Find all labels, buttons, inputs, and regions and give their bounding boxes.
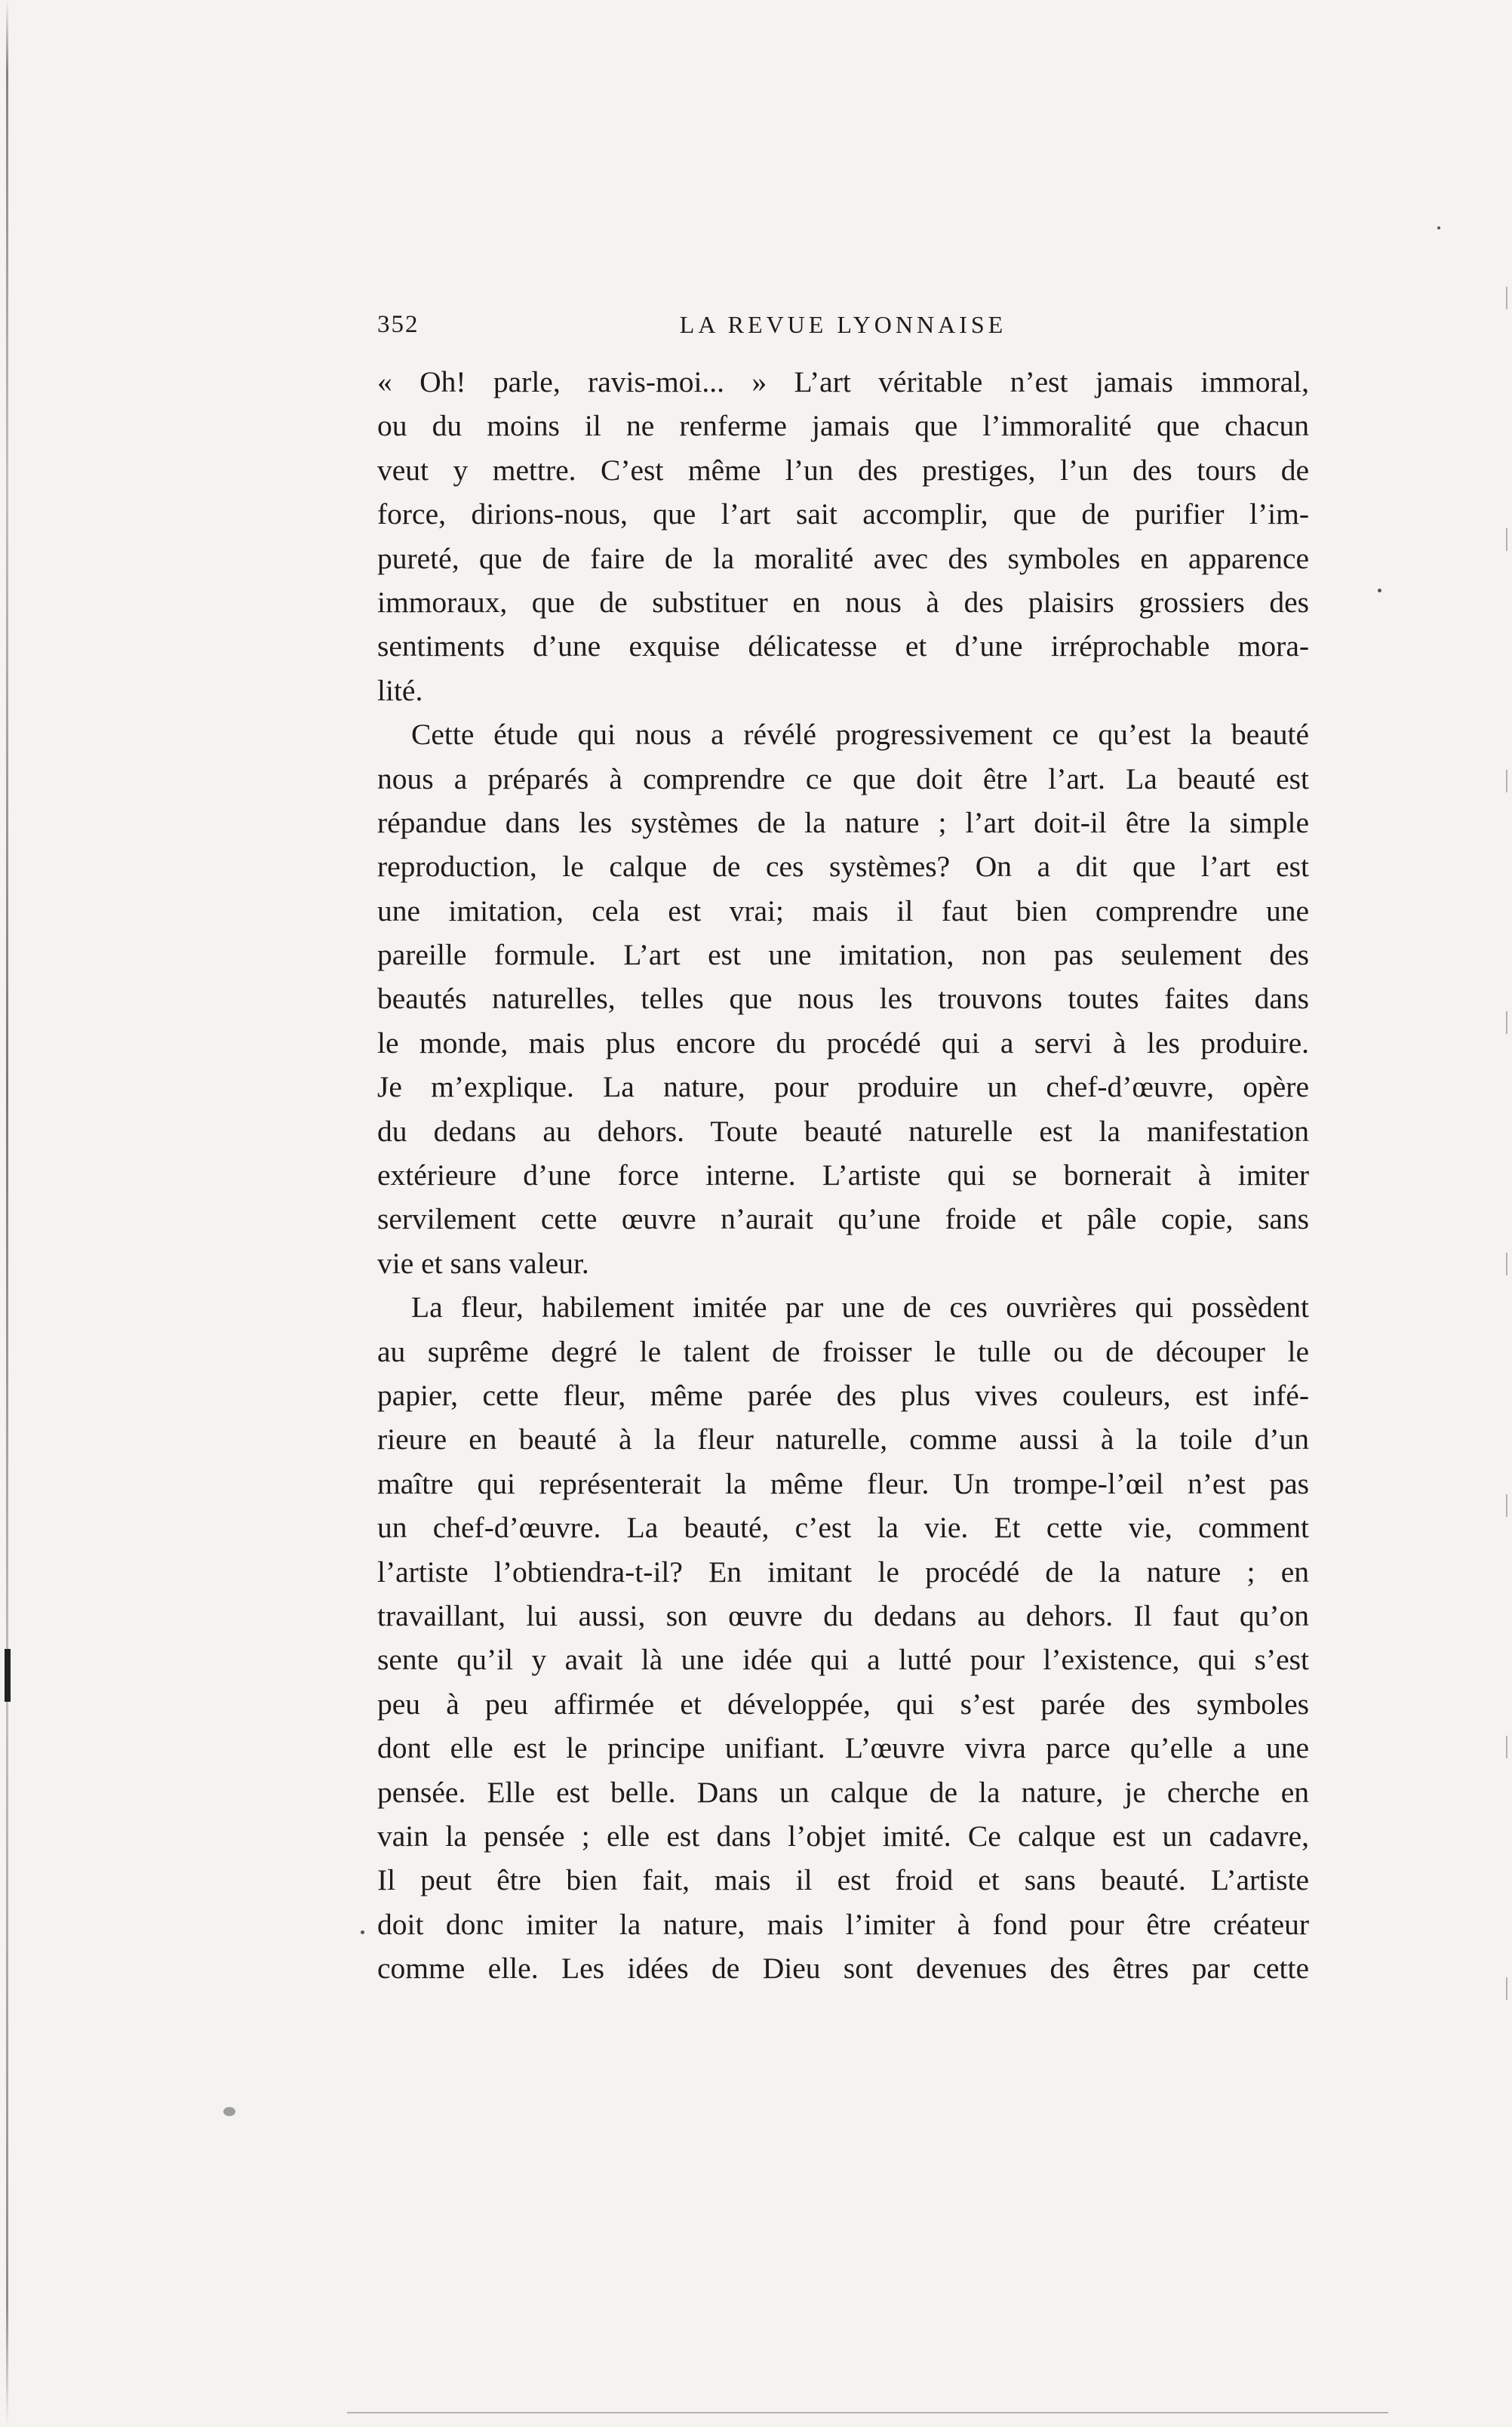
text-line: rieure en beauté à la fleur naturelle, comme aussi à la toile d’un — [377, 1423, 1309, 1457]
body-text — [377, 360, 1309, 1990]
text-line: force, dirions-nous, que l’art sait accomplir, que de purifier l’im- — [377, 497, 1309, 531]
running-head — [377, 311, 1309, 347]
text-line: doit donc imiter la nature, mais l’imiter à fond pour être créateur — [377, 1907, 1309, 1941]
text-line: La fleur, habilement imitée par une de ces ouvrières qui possèdent — [411, 1290, 1309, 1324]
page-right-edge — [1506, 287, 1507, 2173]
text-line: un chef-d’œuvre. La beauté, c’est la vie. Et cette vie, comment — [377, 1511, 1309, 1545]
binding-mark — [5, 1649, 11, 1702]
text-line: sente qu’il y avait là une idée qui a lutté pour l’existence, qui s’est — [377, 1643, 1309, 1677]
text-line: Je m’explique. La nature, pour produire un chef-d’œuvre, opère — [377, 1070, 1309, 1104]
text-line: maître qui représenterait la même fleur. Un trompe-l’œil n’est pas — [377, 1466, 1309, 1500]
text-line: beautés naturelles, telles que nous les trouvons toutes faites dans — [377, 982, 1309, 1016]
text-line: travaillant, lui aussi, son œuvre du dedans au dehors. Il faut qu’on — [377, 1598, 1309, 1632]
text-line: extérieure d’une force interne. L’artiste qui se bornerait à imiter — [377, 1158, 1309, 1192]
ink-speck — [361, 1930, 364, 1934]
text-line: sentiments d’une exquise délicatesse et d’une irréprochable mora- — [377, 629, 1309, 663]
page-binding-edge — [6, 0, 8, 2427]
paragraph — [377, 1285, 1309, 1990]
text-line: pareille formule. L’art est une imitation, non pas seulement des — [377, 938, 1309, 972]
text-line: reproduction, le calque de ces systèmes? On a dit que l’art est — [377, 850, 1309, 884]
text-line: nous a préparés à comprendre ce que doit être l’art. La beauté est — [377, 761, 1309, 795]
text-line: dont elle est le principe unifiant. L’œuvre vivra parce qu’elle a une — [377, 1731, 1309, 1765]
text-line: au suprême degré le talent de froisser le tulle ou de découper le — [377, 1334, 1309, 1368]
page-number: 352 — [377, 311, 419, 338]
paragraph — [377, 360, 1309, 712]
text-line: vain la pensée ; elle est dans l’objet imité. Ce calque est un cadavre, — [377, 1819, 1309, 1853]
text-line: pensée. Elle est belle. Dans un calque de la nature, je cherche en — [377, 1775, 1309, 1809]
text-line: comme elle. Les idées de Dieu sont devenues des êtres par cette — [377, 1952, 1309, 1986]
text-line: Cette étude qui nous a révélé progressivement ce qu’est la beauté — [411, 718, 1309, 752]
paragraph — [377, 712, 1309, 1285]
text-line: Il peut être bien fait, mais il est froid et sans beauté. L’artiste — [377, 1863, 1309, 1897]
text-line: « Oh! parle, ravis-moi... » L’art véritable n’est jamais immoral, — [377, 365, 1309, 398]
text-line: pureté, que de faire de la moralité avec des symboles en apparence — [377, 541, 1309, 575]
text-line: vie et sans valeur. — [377, 1246, 589, 1280]
running-title: LA REVUE LYONNAISE — [679, 311, 1007, 338]
text-line: peu à peu affirmée et développée, qui s’est parée des symboles — [377, 1687, 1309, 1721]
text-line: servilement cette œuvre n’aurait qu’une froide et pâle copie, sans — [377, 1202, 1309, 1236]
text-line: répandue dans les systèmes de la nature ; l’art doit-il être la simple — [377, 805, 1309, 839]
ink-speck — [1437, 226, 1440, 229]
text-line: ou du moins il ne renferme jamais que l’immoralité que chacun — [377, 409, 1309, 443]
text-line: papier, cette fleur, même parée des plus vives couleurs, est infé- — [377, 1378, 1309, 1412]
text-line: lité. — [377, 673, 423, 707]
ink-speck — [1378, 589, 1381, 592]
text-line: du dedans au dehors. Toute beauté naturelle est la manifestation — [377, 1114, 1309, 1148]
ink-speck — [223, 2107, 235, 2116]
page-bottom-edge — [347, 2412, 1388, 2413]
text-line: l’artiste l’obtiendra-t-il? En imitant le procédé de la nature ; en — [377, 1555, 1309, 1589]
text-line: veut y mettre. C’est même l’un des prestiges, l’un des tours de — [377, 453, 1309, 487]
text-line: le monde, mais plus encore du procédé qui a servi à les produire. — [377, 1026, 1309, 1060]
text-line: immoraux, que de substituer en nous à des plaisirs grossiers des — [377, 585, 1309, 619]
text-line: une imitation, cela est vrai; mais il faut bien comprendre une — [377, 894, 1309, 927]
